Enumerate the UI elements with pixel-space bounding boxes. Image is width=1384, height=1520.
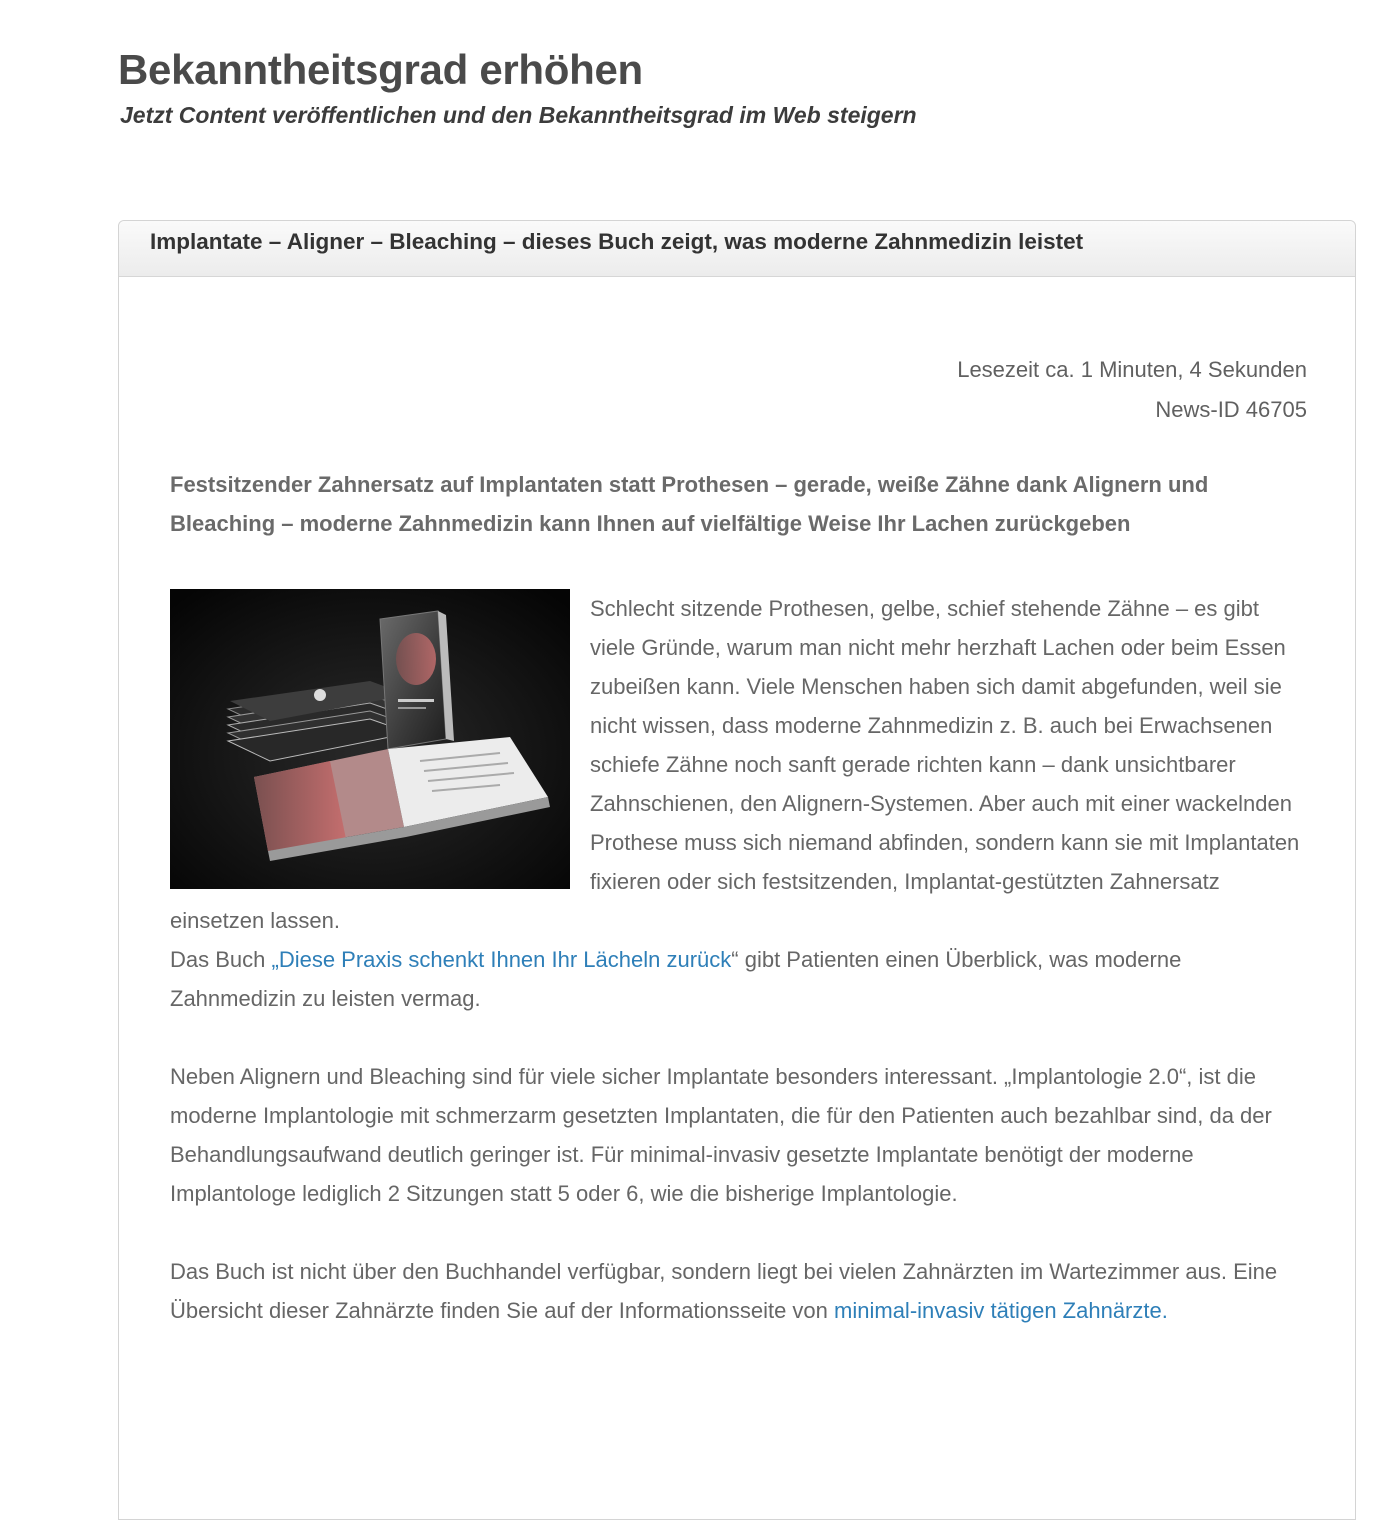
page-title: Bekanntheitsgrad erhöhen — [118, 46, 643, 93]
book-title-link[interactable]: „Diese Praxis schenkt Ihnen Ihr Lächeln zurück — [271, 947, 732, 972]
paragraph-2-text-after: “ gibt Patienten einen Überblick, was moderne Zahnmedizin zu leisten vermag. — [170, 947, 1182, 1011]
page-subtitle: Jetzt Content veröffentlichen und den Bekanntheitsgrad im Web steigern — [120, 102, 917, 128]
dentists-link[interactable]: minimal-invasiv tätigen Zahnärzte. — [834, 1298, 1168, 1323]
book-image-illustration — [170, 589, 570, 889]
article-intro-block — [170, 589, 1310, 1018]
article-paragraph-4 — [170, 1252, 1310, 1330]
news-id: News-ID 46705 — [1155, 397, 1307, 422]
article-meta — [957, 350, 1307, 430]
paragraph-4-text: Das Buch ist nicht über den Buchhandel verfügbar, sondern liegt bei vielen Zahnärzten im Wartezimmer aus. Eine Übersicht dieser Zahnärzte finden Sie auf der Informationsseite von — [170, 1259, 1278, 1323]
article-paragraph-3: Neben Alignern und Bleaching sind für viele sicher Implantate besonders interessant. „Implantologie 2.0“, ist die moderne Implantologie mit schmerzarm gesetzten Implantaten, die für den Patienten auch bezahlbar sind, da der Behandlungsaufwand deutlich geringer ist. Für minimal-invasiv gesetzte Implantate benötigt der moderne Implantologe lediglich 2 Sitzungen statt 5 oder 6, wie die bisherige Implantologie. — [170, 1064, 1272, 1206]
standing-book — [380, 611, 454, 749]
article-heading[interactable]: Implantate – Aligner – Bleaching – dieses Buch zeigt, was moderne Zahnmedizin leistet — [150, 229, 1084, 254]
article-lead: Festsitzender Zahnersatz auf Implantaten statt Prothesen – gerade, weiße Zähne dank Alignern und Bleaching – moderne Zahnmedizin kann Ihnen auf vielfältige Weise Ihr Lachen zurückgeben — [170, 472, 1209, 536]
page-header — [118, 44, 1318, 130]
article-content — [170, 465, 1310, 1330]
article-panel — [118, 220, 1356, 1520]
article-paragraph-2 — [170, 940, 1310, 1018]
article-paragraph-1: Schlecht sitzende Prothesen, gelbe, schief stehende Zähne – es gibt viele Gründe, warum man nicht mehr herzhaft Lachen oder beim Essen zubeißen kann. Viele Menschen haben sich damit abgefunden, weil sie nicht wissen, dass moderne Zahnmedizin z. B. auch bei Erwachsenen schiefe Zähne noch sanft gerade richten kann – dank unsichtbarer Zahnschienen, den Alignern-Systemen. Aber auch mit einer wackelnden Prothese muss sich niemand abfinden, sondern kann sie mit Implantaten fixieren oder sich festsitzenden, Implantat-gestützten Zahnersatz einsetzen lassen. — [170, 596, 1300, 933]
article-panel-heading — [119, 221, 1355, 277]
book-image[interactable] — [170, 589, 570, 889]
paragraph-2-text-before: Das Buch — [170, 947, 272, 972]
reading-time: Lesezeit ca. 1 Minuten, 4 Sekunden — [957, 357, 1307, 382]
